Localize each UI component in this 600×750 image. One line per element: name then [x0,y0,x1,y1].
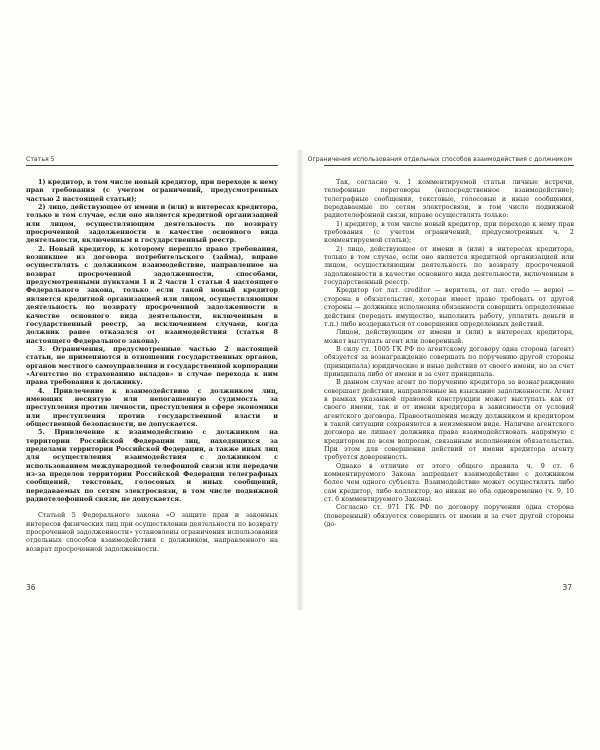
law-text-paragraph: 2. Новый кредитор, к которому перешло право требования, возникшее из договора потребительского (займа), вправе осуществлять с должником взаимодействие, направленное на возврат просроченной задолженности, способами, предусмотренными пунктами 1 и 2 части 1 статьи 4 настоящего Федерального закона, только если такой новый кредитор является кредитной организацией или лицом, осуществляющим деятельность по возврату просроченной задолженности в качестве основного вида деятельности, включенным в государственный реестр, за исключением случаев, когда должник ранее отказался от взаимодействия (статья 8 настоящего Федерального закона). [26,244,278,345]
section-gap [26,503,278,511]
commentary-paragraph: Лицом, действующим от имени и (или) в интересах кредитора, может выступать агент или поверенный. [324,328,574,345]
header-rule [324,165,574,166]
right-page [300,0,600,750]
law-text-paragraph: 1) кредитор, в том числе новый кредитор, при переходе к нему прав требования (с учетом ограничений, предусмотренных частью 2 настоящей статьи); [26,178,278,203]
law-text-paragraph: 4. Привлечение к взаимодействию с должником лиц, имеющих неснятую или непогашенную судимость за преступления против личности, преступления в сфере экономики или преступления против государственной власти и общественной безопасности, не допускается. [26,386,278,428]
page-body [26,178,278,553]
page-number: 36 [26,583,36,592]
page-body [324,178,574,528]
running-head: Ограничения использования отдельных способов взаимодействия с должником [307,156,572,163]
commentary-paragraph: Однако в отличие от этого общего правила ч. 9 ст. 6 комментируемого Закона запрещает взаимодействие с должником более чем одного субъекта. Взаимодействие может осуществлять либо сам кредитор, либо коллектор, но никак не оба одновременно (ч. 9, 10 ст. 6 комментируемого Закона). [324,461,574,504]
commentary-paragraph: Кредитор (от лат. creditor — веритель, от лат. credo — верю) — сторона в обязательстве, которая имеет право требовать от другой стороны — должника исполнения обязанности совершить определенные действия (передать имущество, выполнить работу, уплатить деньги и т.п.) либо воздержаться от совершения определенных действий. [324,286,574,328]
commentary-paragraph: В данном случае агент по поручению кредитора за вознаграждение совершает действия, направленные на взыскание задолженности. Агент в рамках указанной правовой конструкции может выступать как от своего имени, так и от имени кредитора в зависимости от условий агентского договора. Правоотношения между должником и кредитором в такой ситуации сохраняются в неизменном виде. Наличие агентского договора не лишает должника права взаимодействовать напрямую с кредитором по всем вопросам, связанным исполнением обязательства. При этом для совершения действий от имени кредитора агенту требуется доверенность. [324,378,574,462]
commentary-paragraph: Согласно ст. 971 ГК РФ по договору поручения одна сторона (поверенный) обязуется совершить от имени и за счет другой стороны (до- [324,503,574,529]
law-text-paragraph: 2) лицо, действующее от имени и (или) в интересах кредитора, только в том случае, если оно является кредитной организацией или лицом, осуществляющим деятельность по возврату просроченной задолженности в качестве основного вида деятельности, включенным в государственный реестр. [26,203,278,245]
commentary-paragraph: Статьей 5 Федерального закона «О защите прав и законных интересов физических лиц при осуществлении деятельности по возврату просроченной задолженности» установлены ограничения использования отдельных способов взаимодействия с должником, направленного на возврат просроченной задолженности. [26,511,278,553]
commentary-paragraph: 1) кредитор, в том числе новый кредитор, при переходе к нему прав требования (с учетом ограничений, предусмотренных ч. 2 комментируемой статьи); [324,219,574,245]
commentary-paragraph: В силу ст. 1005 ГК РФ по агентскому договору одна сторона (агент) обязуется за вознаграждение совершать по поручению другой стороны (принципала) юридические и иные действия от своего имени, но за счет принципала либо от имени и за счет принципала. [324,344,574,378]
commentary-paragraph: Так, согласно ч. 1 комментируемой статьи личные встречи, телефонные переговоры (непосредственное взаимодействие); телеграфные сообщения, текстовые, голосовые и иные сообщения, передаваемые по сетям электросвязи, в том числе подвижной радиотелефонной связи, вправе осуществлять только: [324,178,574,220]
law-text-paragraph: 5. Привлечение к взаимодействию с должником на территории Российской Федерации лиц, находящихся за пределами территории Российской Федерации, а также иных лиц для осуществления взаимодействия с должником с использованием международной телефонной связи или передачи из-за пределов территории Российской Федерации телеграфных сообщений, текстовых, голосовых и иных сообщений, передаваемых по сетям электросвязи, в том числе подвижной радиотелефонной связи, не допускается. [26,428,278,504]
header-rule [26,165,278,166]
page-number: 37 [562,583,572,592]
law-text-paragraph: 3. Ограничения, предусмотренные частью 2 настоящей статьи, не применяются в отношении государственных органов, органов местного самоуправления и государственной корпорации «Агентство по страхованию вкладов» в случае перехода к ним права требования к должнику. [26,344,278,387]
commentary-paragraph: 2) лицо, действующее от имени и (или) в интересах кредитора, только в том случае, если оно является кредитной организацией или лицом, осуществляющим деятельность по возврату просроченной задолженности в качестве основного вида деятельности, включенным в государственный реестр. [324,244,574,287]
running-head: Статья 5 [26,156,55,163]
